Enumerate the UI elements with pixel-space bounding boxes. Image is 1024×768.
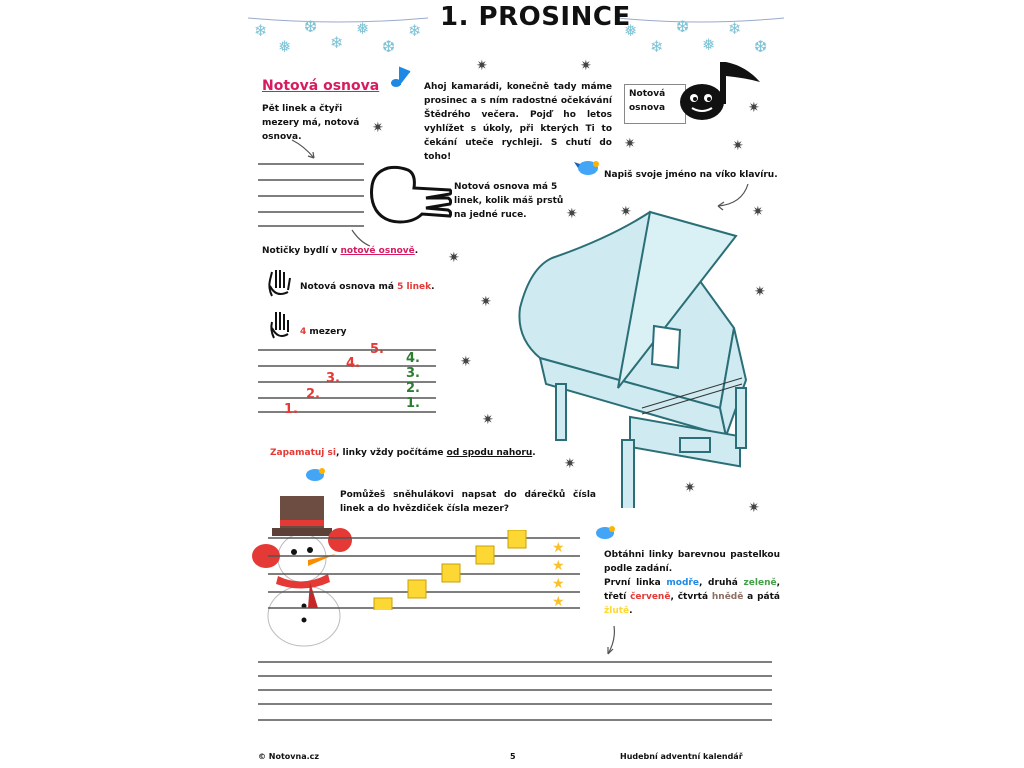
stars-decoration: [248, 40, 784, 560]
bird-icon: [592, 520, 618, 544]
note-label-line2: osnova: [629, 103, 666, 113]
staff-space-number: 4.: [406, 351, 420, 366]
color-brown: hnědě: [711, 592, 744, 602]
staff-coloring: [258, 660, 774, 724]
star-icon: ✷: [480, 294, 492, 310]
staff-line-number: 2.: [306, 387, 320, 402]
notes-live-link: notové osnově: [340, 246, 415, 256]
note-label-line1: Notová: [629, 89, 666, 99]
intro-text: Ahoj kamarádi, konečně tady máme prosinec a s ním radostné očekávání Štědrého večera. Pojď ho letos vyhlížet s úkoly, při kterých Ti to čekání uteče rychleji. S chutí do toho!: [424, 82, 612, 162]
remember-text: Zapamatuj si, linky vždy počítáme od spodu nahoru.: [270, 448, 536, 458]
gift-icon: [508, 530, 526, 548]
star-icon: ✷: [580, 58, 592, 74]
color-yellow: žlutě: [604, 606, 630, 616]
snowflake-icon: ❄: [408, 21, 422, 40]
gift-icon: [476, 546, 494, 564]
star-icon: ✷: [620, 204, 632, 220]
remember-underline: od spodu nahoru: [446, 448, 533, 458]
footer-title: Hudební adventní kalendář: [620, 752, 743, 761]
star-icon: ★: [552, 540, 565, 556]
star-icon: ✷: [482, 412, 494, 428]
star-icon: ✷: [684, 480, 696, 496]
lines-count: 5 linek: [397, 282, 432, 292]
star-icon: ✷: [752, 204, 764, 220]
star-icon: ✷: [754, 284, 766, 300]
color-blue: modře: [666, 578, 699, 588]
staff-line-number: 3.: [326, 371, 340, 386]
snowflake-icon: ❄: [650, 37, 664, 56]
staff-line-number: 1.: [284, 402, 298, 417]
color-task-text: Obtáhni linky barevnou pastelkou podle zadání. První linka modře, druhá zeleně, třetí červeně, čtvrtá hnědě a pátá žlutě.: [604, 550, 780, 616]
footer-page-number: 5: [510, 752, 516, 761]
spaces-count: 4: [300, 327, 307, 337]
bird-icon: [302, 462, 328, 486]
staff-line-number: 4.: [346, 356, 360, 371]
star-icon: ✷: [476, 58, 488, 74]
snowflake-icon: ❅: [624, 21, 638, 40]
star-icon: ✷: [564, 456, 576, 472]
snowflake-icon: ❅: [278, 37, 292, 56]
snowflake-icon: ❆: [676, 17, 690, 36]
notes-live-text: Notičky bydlí v notové osnově.: [262, 246, 419, 256]
color-green: zeleně: [743, 578, 777, 588]
star-icon: ✷: [460, 354, 472, 370]
lines-fact: Notová osnova má 5 linek.: [300, 282, 435, 292]
piano-task-text: Napiš svoje jméno na víko klavíru.: [604, 170, 778, 180]
spaces-fact: 4 mezery: [300, 327, 347, 337]
snowflake-icon: ❆: [382, 37, 396, 56]
star-icon: ✷: [748, 100, 760, 116]
snowflake-icon: ❄: [330, 33, 344, 52]
gift-icon: [442, 564, 460, 582]
staff-space-number: 1.: [406, 396, 420, 411]
footer-copyright: © Notovna.cz: [258, 752, 320, 761]
staff-line-number: 5.: [370, 342, 384, 357]
page-title: 1. PROSINCE: [440, 2, 631, 32]
gift-icon: [374, 598, 392, 610]
staff-space-number: 2.: [406, 381, 420, 396]
remember-highlight: Zapamatuj si: [270, 448, 336, 458]
staff-space-number: 3.: [406, 366, 420, 381]
snowflake-icon: ❆: [304, 17, 318, 36]
star-icon: ★: [552, 594, 565, 610]
snowflake-icon: ❆: [754, 37, 768, 56]
hand-fact-text: Notová osnova má 5 linek, kolik máš prstů na jedné ruce.: [454, 182, 564, 220]
star-icon: ✷: [732, 138, 744, 154]
star-icon: ✷: [748, 500, 760, 516]
snowman-staff: [268, 530, 588, 610]
star-icon: ★: [552, 576, 565, 592]
section-heading: Notová osnova: [262, 78, 380, 94]
snowflake-icon: ❅: [356, 19, 370, 38]
arrow-icon: [600, 624, 620, 656]
snowflake-icon: ❅: [702, 35, 716, 54]
star-icon: ★: [552, 558, 565, 574]
star-icon: ✷: [448, 250, 460, 266]
snowflake-icon: ❄: [728, 19, 742, 38]
star-icon: ✷: [566, 206, 578, 222]
star-icon: ✷: [372, 120, 384, 136]
snowman-task-text: Pomůžeš sněhulákovi napsat do dárečků čísla linek a do hvězdiček čísla mezer?: [340, 490, 596, 514]
snowflake-icon: ❄: [254, 21, 268, 40]
gift-icon: [408, 580, 426, 598]
color-red: červeně: [630, 592, 671, 602]
section-text: Pět linek a čtyři mezery má, notová osnova.: [262, 104, 360, 142]
star-icon: ✷: [624, 136, 636, 152]
